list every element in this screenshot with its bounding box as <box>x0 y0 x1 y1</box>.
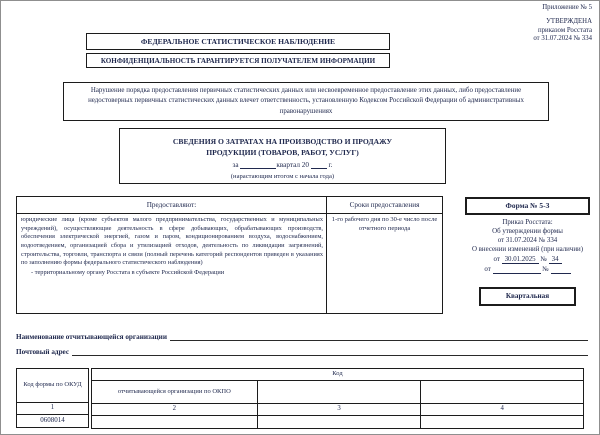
col-number-2: 2 <box>92 404 258 416</box>
form-title-box <box>119 128 446 184</box>
providers-cell <box>17 214 327 313</box>
org-address-input-blank[interactable] <box>72 348 588 356</box>
amendment-row-1 <box>459 255 596 264</box>
providers-recipient-item: - территориальному органу Росстата в субъекте Российской Федерации <box>31 268 225 276</box>
code-span-header: Код <box>92 369 584 381</box>
no-label-2: № <box>542 266 549 274</box>
code-value-input-3[interactable] <box>421 415 584 428</box>
okpo-value-input[interactable] <box>92 415 258 428</box>
period-za-label: за <box>232 161 239 169</box>
report-period-line <box>120 161 445 169</box>
providers-header-cell: Предоставляют: <box>17 197 327 213</box>
approved-by: приказом Росстата <box>538 26 592 34</box>
amendment-number-blank[interactable] <box>551 267 571 274</box>
order-approve-date: от 31.07.2024 № 334 <box>497 236 558 244</box>
providers-text: юридические лица (кроме субъектов малого предпринимательства, государственных и муниципальных учреждений), осуществляющие деятельность в сфере добывающих, обрабатывающих производств, обеспечения электрической энергией, газом и паром, кондиционированием воздуха, водоснабжением, водоотведением, организацией сбора и утилизацией отходов, деятельность по ликвидации загрязнений, строительства, торговли, транспорта и связи (полный перечень категорий респондентов приведен в указаниях по заполнению формы федерального статистического наблюдения) <box>21 216 323 267</box>
providers-table <box>16 196 443 314</box>
okud-code-table <box>16 368 89 428</box>
col-number-4: 4 <box>421 404 584 416</box>
code-value-input-2[interactable] <box>257 415 421 428</box>
codes-table <box>91 368 584 429</box>
deadline-header-cell: Сроки предоставления <box>349 201 420 209</box>
ot-label: от <box>493 256 500 264</box>
ot-label-2: от <box>484 266 491 274</box>
year-input-blank[interactable] <box>311 162 327 169</box>
amendment-date-blank[interactable] <box>493 267 541 274</box>
form-title-line2: ПРОДУКЦИИ (ТОВАРОВ, РАБОТ, УСЛУГ) <box>206 148 359 157</box>
amendment-number: 34 <box>549 256 562 264</box>
form-info-column <box>459 197 596 306</box>
cumulative-note: (нарастающим итогом с начала года) <box>230 173 335 180</box>
code-header-empty-2 <box>421 381 584 404</box>
form-title-line1: СВЕДЕНИЯ О ЗАТРАТАХ НА ПРОИЗВОДСТВО И ПРОДАЖУ <box>172 137 393 146</box>
deadline-cell: 1-го рабочего дня по 30-е число после отчетного периода <box>331 216 438 232</box>
form-number-box: Форма № 5-З <box>465 197 590 215</box>
approval-order: от 31.07.2024 № 334 <box>533 35 592 43</box>
periodicity-box: Квартальная <box>479 287 576 306</box>
appendix-number: Приложение № 5 <box>542 4 592 11</box>
order-approve-label: Об утверждении формы <box>492 227 563 235</box>
approved-label: УТВЕРЖДЕНА <box>546 17 592 25</box>
period-kvartal-label: квартал 20 <box>276 161 309 169</box>
okud-value-cell: 0608014 <box>17 414 89 427</box>
violation-warning: Нарушение порядка предоставления первичных статистических данных или несвоевременное предоставление этих данных, либо предоставление недостоверных первичных статистических данных влечет ответственность, установленную Кодексом Российской Федерации об административных правонарушениях <box>63 82 549 121</box>
okud-header-cell: Код формы по ОКУД <box>17 369 89 403</box>
amendments-label: О внесении изменений (при наличии) <box>471 246 584 254</box>
org-name-label: Наименование отчитывающейся организации <box>16 333 167 341</box>
org-name-input-blank[interactable] <box>170 333 588 341</box>
confidentiality-banner: КОНФИДЕНЦИАЛЬНОСТЬ ГАРАНТИРУЕТСЯ ПОЛУЧАТЕЛЕМ ИНФОРМАЦИИ <box>86 53 390 68</box>
approval-block <box>533 4 592 44</box>
org-address-label: Почтовый адрес <box>16 348 70 356</box>
org-address-line <box>16 348 588 356</box>
providers-table-header <box>17 197 442 214</box>
okpo-header-cell: отчитывающейся организации по ОКПО <box>92 381 258 404</box>
providers-table-body <box>17 214 442 313</box>
amendment-date: 30.01.2025 <box>502 256 539 264</box>
period-g-label: г. <box>328 161 333 169</box>
col-number-3: 3 <box>257 404 421 416</box>
org-name-line <box>16 333 588 341</box>
no-label: № <box>540 256 547 264</box>
quarter-input-blank[interactable] <box>240 162 276 169</box>
amendment-row-2 <box>459 265 596 274</box>
federal-observation-banner: ФЕДЕРАЛЬНОЕ СТАТИСТИЧЕСКОЕ НАБЛЮДЕНИЕ <box>86 33 390 50</box>
okud-col-number: 1 <box>17 403 89 415</box>
rosstat-order-title: Приказ Росстата: <box>502 218 553 226</box>
code-header-empty-1 <box>257 381 421 404</box>
